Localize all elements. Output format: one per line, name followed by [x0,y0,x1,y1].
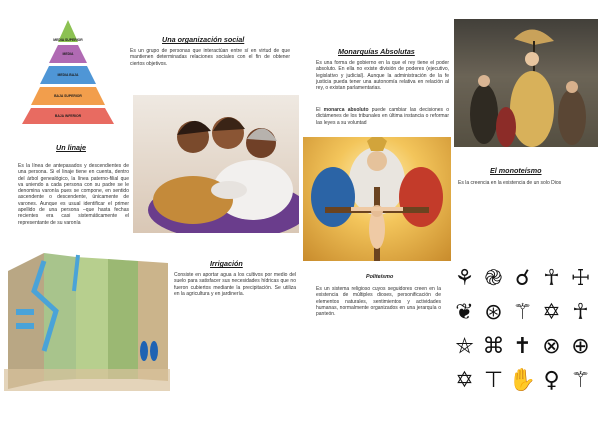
symbol-icon: ♀ [543,368,560,393]
organizacion-title: Una organización social [162,35,245,44]
organizacion-text: Es un grupo de personas que interactúan entre sí en virtud de que mantienen determinadas relaciones sociales con el fin de obtener ciertos objetivos. [130,48,290,67]
symbol-icon: ⊕ [571,334,590,359]
social-pyramid [16,18,120,126]
symbol-icon: ⊗ [542,334,561,359]
linaje-title: Un linaje [56,143,86,152]
monoteismo-text: Es la creencia en la existencia de un solo Dios [458,180,562,186]
pyramid-label-4: BAJA SUPERIOR [54,94,82,98]
pyramid-label-5: BAJA INFERIOR [54,114,82,118]
trinity-painting [303,137,451,261]
irrigation-graphic [4,251,170,391]
irrigacion-title: Irrigación [210,259,243,268]
irrigacion-text: Consiste en aportar agua a los cultivos por medio del suelo para satisfacer sus necesidades hídricas que no fueron cubiertos mediante la precipitación. Se utiliza en la agricultura y en jardinería. [174,272,296,297]
monarquias-text-1: Es una forma de gobierno en la que el rey tiene el poder absoluto. En ella no existe división de poderes (ejecutivo, legislativo y judicial). Aunque la administración de la fe justicia pueda tener una autonomía relativa en relación al rey, o existan parlamentarias. [316,60,449,92]
women-photo [133,95,299,233]
politeismo-title: Politeísmo [366,274,394,280]
painting-illustration [454,19,598,147]
pyramid-label-1: MEDIA SUPERIOR [53,38,83,42]
trinity-illustration [303,137,451,261]
symbol-icon: ⊛ [484,300,503,325]
symbol-icon: ⚚ [570,368,591,393]
monoteismo-title: El monoteísmo [490,166,542,175]
symbol-icon: ⚘ [454,266,475,291]
linaje-text: Es la línea de antepasados y descendientes de una persona. Si el linaje tiene en cuenta, dentro del árbol genealógico, la línea paterno-filial que va uniendo a cada persona con su padre se le denomina varonía pues se compone, en sentido ascendente o descendente, únicamente de varones. Aunque es usual identificar el primer apellido de una persona –que hasta fechas recientes era casi sistemáticamente el representante de su varonía [18,163,129,226]
symbol-icon: ☩ [570,266,591,291]
women-illustration [133,95,299,233]
symbol-icon: ֎ [484,266,503,291]
monarquias-text-2: El monarca absoluto puede cambiar las decisiones o dictámenes de los tribunales en última instancia o reformar las leyes a su voluntad [316,107,450,126]
symbol-icon: ☥ [543,266,560,291]
symbol-icon: ❦ [455,300,474,325]
irrigation-illustration [4,251,170,391]
symbol-icon: ✝ [513,334,532,359]
pyramid-label-3: MEDIA BAJA [57,73,79,77]
monarch-painting [454,19,598,147]
symbol-icon: ✡ [542,300,561,325]
pyramid-label-2: MEDIA [62,52,74,56]
symbol-icon: ⌘ [482,334,505,359]
symbol-icon: ☌ [515,266,530,291]
symbol-icon: ☥ [572,300,589,325]
symbol-icon: ✋ [508,368,537,393]
religious-symbols-grid [450,262,596,402]
symbol-icon: ⊤ [483,368,504,393]
monarquias-title: Monarquías Absolutas [338,47,415,56]
politeismo-text: Es un sistema religioso cuyos seguidores creen en la existencia de múltiples dioses, personificación de elementos naturales, sentimientos y actividades humanas, normalmente organizados en una jerarquía o panteón. [316,286,441,318]
symbol-icon: ✡ [455,368,474,393]
symbol-icon: ⛤ [455,334,474,359]
pyramid-graphic [16,18,120,126]
symbol-icon: ⚚ [512,300,533,325]
